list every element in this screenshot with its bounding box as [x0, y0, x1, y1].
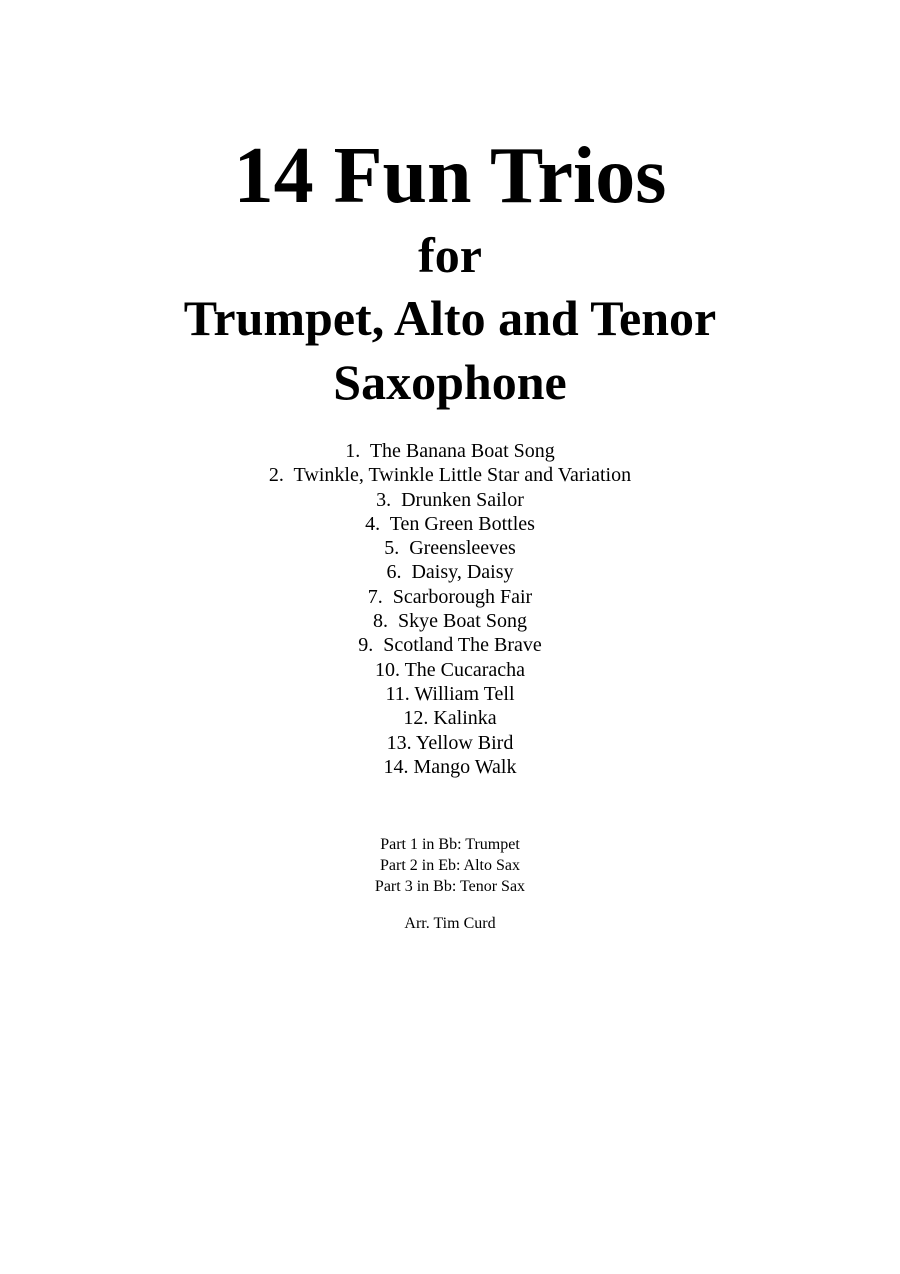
song-item: 7. Scarborough Fair: [367, 585, 533, 608]
parts-list: [0, 834, 900, 897]
song-item: 2. Twinkle, Twinkle Little Star and Variation: [268, 464, 632, 487]
song-item: 4. Ten Green Bottles: [365, 512, 535, 535]
song-item: 9. Scotland The Brave: [358, 634, 542, 657]
song-item: 5. Greensleeves: [384, 537, 516, 560]
part-line: Part 1 in Bb: Trumpet: [380, 836, 520, 853]
song-list: [0, 439, 900, 779]
instrumentation-line: Trumpet, Alto and Tenor: [183, 290, 717, 346]
arranger-credit: Arr. Tim Curd: [404, 915, 496, 932]
song-item: 14. Mango Walk: [383, 755, 517, 778]
song-item: 1. The Banana Boat Song: [345, 440, 555, 462]
document-title: 14 Fun Trios: [233, 132, 667, 220]
song-item: 3. Drunken Sailor: [376, 488, 524, 511]
song-item: 13. Yellow Bird: [386, 731, 514, 754]
for-line: for: [418, 227, 482, 283]
part-line: Part 2 in Eb: Alto Sax: [380, 857, 520, 874]
song-item: 10. The Cucaracha: [374, 658, 526, 681]
instrumentation-heading: [0, 286, 900, 414]
song-item: 8. Skye Boat Song: [373, 610, 527, 633]
part-line: Part 3 in Bb: Tenor Sax: [374, 878, 526, 895]
song-item: 12. Kalinka: [403, 707, 497, 730]
song-item: 11. William Tell: [385, 682, 515, 705]
instrumentation-line: Saxophone: [333, 354, 567, 410]
song-item: 6. Daisy, Daisy: [386, 561, 514, 584]
